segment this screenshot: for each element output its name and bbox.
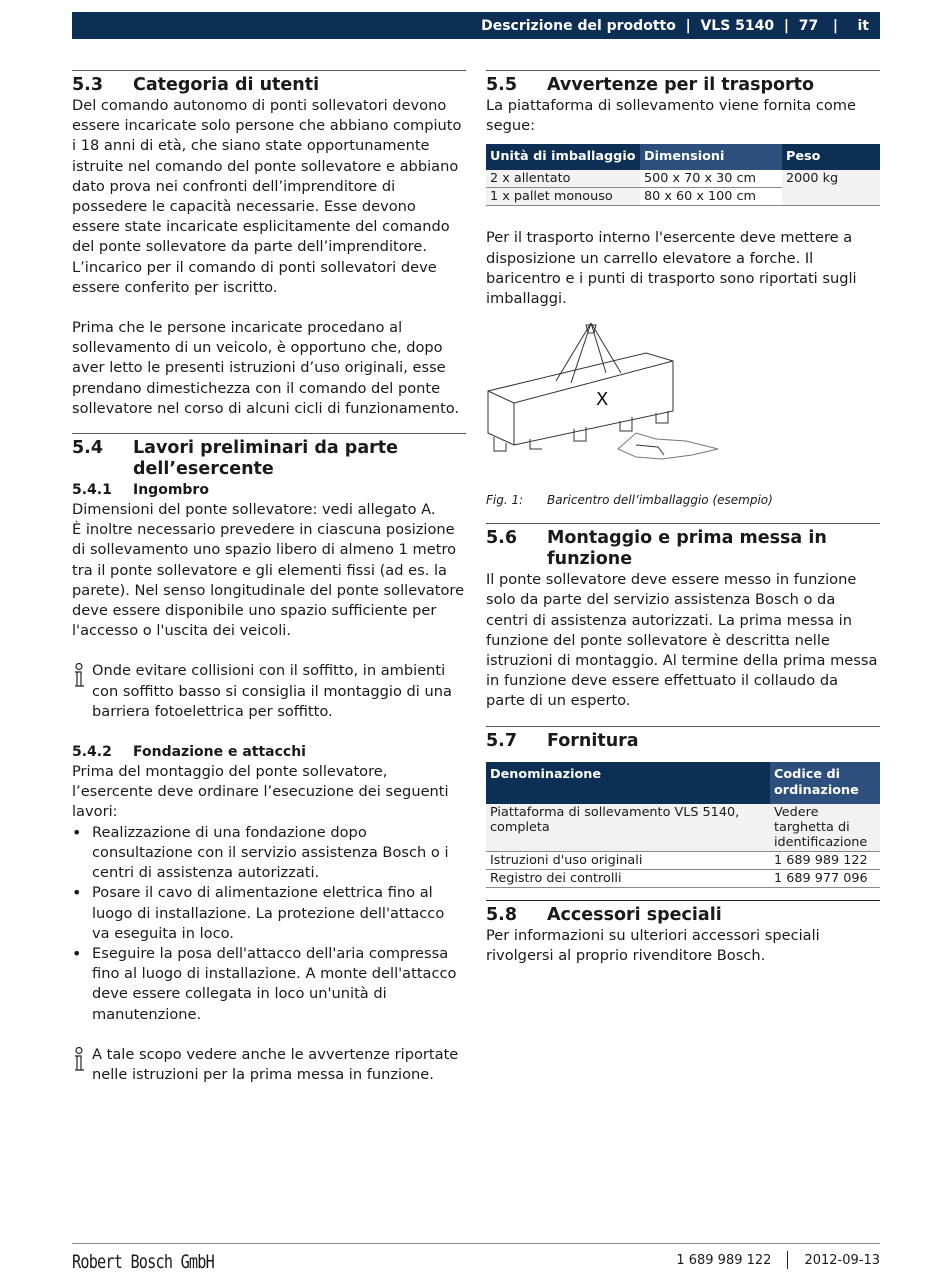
section-divider xyxy=(72,70,466,71)
section-number: 5.3 xyxy=(72,75,104,95)
figure-caption xyxy=(486,493,880,507)
list-item: • Posare il cavo di alimentazione elettrica fino al luogo di installazione. La protezione dell'attacco va eseguita in loco. xyxy=(72,883,466,944)
table-cell: 1 x pallet monouso xyxy=(486,188,640,206)
header-section: Descrizione del prodotto xyxy=(481,17,676,34)
info-icon xyxy=(72,1045,92,1085)
header-product: VLS 5140 xyxy=(700,17,775,34)
table-cell: Istruzioni d'uso originali xyxy=(486,851,770,869)
table-cell: 500 x 70 x 30 cm xyxy=(640,170,782,188)
table-cell: 80 x 60 x 100 cm xyxy=(640,188,782,206)
section-number: 5.8 xyxy=(486,904,518,925)
subsection-number: 5.4.2 xyxy=(72,744,112,761)
section-divider xyxy=(72,433,466,434)
section-title: Fornitura xyxy=(547,730,639,751)
section-divider xyxy=(486,900,880,901)
left-column xyxy=(72,70,466,1085)
list-item: • Realizzazione di una fondazione dopo consultazione con il servizio assistenza Bosch o i centri di assistenza autorizzati. xyxy=(72,823,466,884)
section-divider xyxy=(486,523,880,524)
crate-illustration xyxy=(486,323,736,475)
paragraph: Del comando autonomo di ponti sollevatori devono essere incaricate solo persone che abbiano compiuto i 18 anni di età, che siano state opportunamente istruite nel comando del ponte sollevatore e abbiano dato prova nei confronti dell’imprenditore di possedere le capacità necessarie. Esse devono essere state incaricate esplicitamente del comando del ponte sollevatore da parte dell’imprenditore. L’incarico per il comando di ponti sollevatori deve essere conferito per iscritto. xyxy=(72,97,462,296)
section-heading-5-3 xyxy=(72,75,466,96)
table-row xyxy=(486,869,880,887)
brand-logo-text: Robert Bosch GmbH xyxy=(72,1251,214,1273)
info-note xyxy=(72,661,466,722)
document-date: 2012-09-13 xyxy=(804,1252,880,1268)
center-of-gravity-mark: X xyxy=(596,389,609,411)
table-cell: Piattaforma di sollevamento VLS 5140, completa xyxy=(486,804,770,852)
table-header: Denominazione xyxy=(486,762,770,804)
section-heading-5-7 xyxy=(486,731,880,752)
section-heading-5-4 xyxy=(72,438,466,480)
table-header: Codice di ordinazione xyxy=(770,762,880,804)
section-title: Avvertenze per il trasporto xyxy=(547,75,815,95)
list-item: • Eseguire la posa dell'attacco dell'aria compressa fino al luogo di installazione. A monte dell'attacco deve essere collegata in loco un'unità di manutenzione. xyxy=(72,944,466,1025)
page-header xyxy=(72,12,880,39)
footer-divider xyxy=(72,1243,880,1244)
footer-info xyxy=(676,1251,880,1269)
table-header: Unità di imballaggio xyxy=(486,144,640,170)
header-sep: | xyxy=(685,17,691,34)
paragraph: La piattaforma di sollevamento viene fornita come segue: xyxy=(486,97,856,135)
header-language: it xyxy=(857,17,869,34)
subsection-heading-5-4-1 xyxy=(72,480,466,500)
table-cell: 2 x allentato xyxy=(486,170,640,188)
table-header: Peso xyxy=(782,144,880,170)
paragraph: Per il trasporto interno l'esercente deve mettere a disposizione un carrello elevatore a forche. Il baricentro e i punti di trasporto sono riportati sugli imballaggi. xyxy=(486,229,857,308)
section-divider xyxy=(486,70,880,71)
table-cell: 1 689 989 122 xyxy=(770,851,880,869)
section-heading-5-8 xyxy=(486,905,880,926)
supply-table xyxy=(486,762,880,888)
paragraph: Per informazioni su ulteriori accessori speciali rivolgersi al proprio rivenditore Bosch. xyxy=(486,926,820,964)
section-heading-5-6 xyxy=(486,528,880,570)
table-header: Dimensioni xyxy=(640,144,782,170)
figure-label: Fig. 1: xyxy=(486,493,524,508)
paragraph: Prima che le persone incaricate procedano al sollevamento di un veicolo, è opportuno che, dopo aver letto le presenti istruzioni d’uso originali, esse prendano dimestichezza con il comando del ponte sollevatore nel corso di alcuni cicli di funzionamento. xyxy=(72,319,460,417)
subsection-heading-5-4-2 xyxy=(72,742,466,762)
info-icon xyxy=(72,661,92,722)
footer-separator xyxy=(787,1251,788,1269)
section-title: Montaggio e prima messa in funzione xyxy=(547,528,827,570)
table-cell: Vedere targhetta di identificazione xyxy=(770,804,880,852)
section-number: 5.6 xyxy=(486,528,518,549)
header-page-number: 77 xyxy=(798,17,819,34)
note-text: Onde evitare collisioni con il soffitto, in ambienti con soffitto basso si consiglia il montaggio di una barriera fotoelettrica per soffitto. xyxy=(92,662,452,720)
section-number: 5.7 xyxy=(486,730,518,751)
subsection-title: Ingombro xyxy=(133,482,209,499)
header-sep: | xyxy=(832,17,838,34)
document-number: 1 689 989 122 xyxy=(676,1252,772,1268)
paragraph: Il ponte sollevatore deve essere messo in funzione solo da parte del servizio assistenza Bosch o da centri di assistenza autorizzati. La prima messa in funzione del ponte sollevatore è descritta nelle istruzioni di montaggio. Al termine della prima messa in funzione deve essere effettuato il collaudo da parte di un esperto. xyxy=(486,571,878,710)
right-column xyxy=(486,70,880,966)
table-cell: 1 689 977 096 xyxy=(770,869,880,887)
paragraph: Dimensioni del ponte sollevatore: vedi allegato A. xyxy=(72,501,436,519)
table-cell: 2000 kg xyxy=(782,170,880,206)
paragraph: È inoltre necessario prevedere in ciascuna posizione di sollevamento uno spazio libero di almeno 1 metro tra il ponte sollevatore e gli elementi fissi (ad es. la parete). Nel senso longitudinale del ponte sollevatore deve essere disponibile uno spazio sufficiente per l'accesso o l'uscita dei veicoli. xyxy=(72,521,465,640)
paragraph: Prima del montaggio del ponte sollevatore, l’esercente deve ordinare l’esecuzione dei seguenti lavori: xyxy=(72,763,449,821)
header-sep: | xyxy=(783,17,790,34)
section-title: Categoria di utenti xyxy=(133,75,320,95)
table-row xyxy=(486,170,880,188)
table-row xyxy=(486,851,880,869)
subsection-title: Fondazione e attacchi xyxy=(133,744,306,761)
figure-caption-text: Baricentro dell’imballaggio (esempio) xyxy=(547,493,773,508)
bullet-list xyxy=(72,823,466,1025)
section-title: Accessori speciali xyxy=(547,904,722,925)
subsection-number: 5.4.1 xyxy=(72,482,112,499)
section-divider xyxy=(486,726,880,727)
info-note xyxy=(72,1045,466,1085)
figure-crate-diagram xyxy=(486,323,880,475)
section-title: Lavori preliminari da parte dell’esercente xyxy=(133,438,398,480)
table-row xyxy=(486,804,880,852)
section-number: 5.4 xyxy=(72,438,104,459)
note-text: A tale scopo vedere anche le avvertenze riportate nelle istruzioni per la prima messa in funzione. xyxy=(92,1045,459,1083)
packaging-table xyxy=(486,144,880,206)
section-number: 5.5 xyxy=(486,75,518,95)
table-cell: Registro dei controlli xyxy=(486,869,770,887)
section-heading-5-5 xyxy=(486,75,880,96)
